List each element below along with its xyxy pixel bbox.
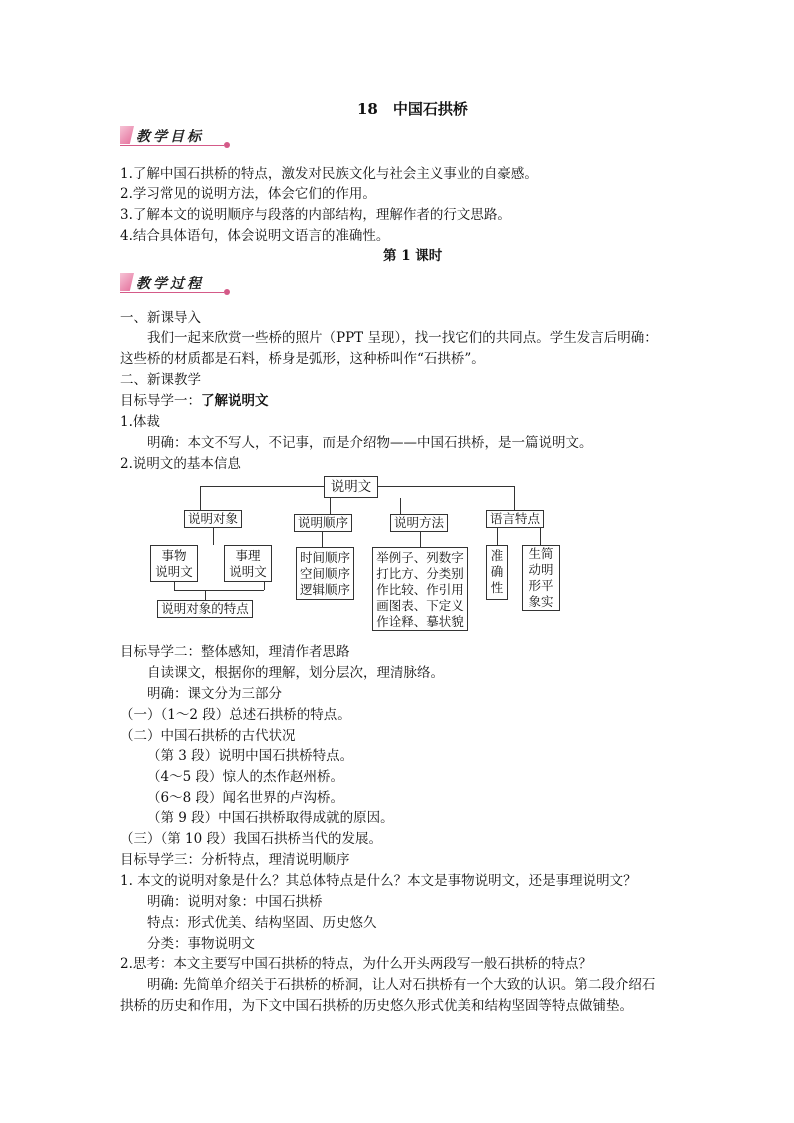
diagram-node-order: 说明顺序 <box>294 514 352 532</box>
leaf-line: 时间顺序 <box>299 550 350 565</box>
leaf-line: 准 <box>490 548 504 563</box>
leaf-line: 性 <box>490 580 504 595</box>
section-heading: 二、新课教学 <box>120 372 201 388</box>
paragraph: 我们一起来欣赏一些桥的照片（PPT 呈现），找一找它们的共同点。学生发言后明确： <box>147 330 658 346</box>
connector <box>378 486 514 487</box>
paragraph: 自读课文，根据你的理解，划分层次，理清脉络。 <box>147 665 444 681</box>
banner-underline <box>120 145 224 146</box>
leaf-line: 动明 <box>528 562 554 577</box>
goal-item: 2.学习常见的说明方法，体会它们的作用。 <box>120 186 376 202</box>
leaf-line: 空间顺序 <box>299 566 350 581</box>
guide-heading <box>120 389 269 409</box>
diagram-leaf-order-items <box>296 547 354 600</box>
diagram-node-object: 说明对象 <box>184 510 242 528</box>
banner-dot-icon <box>224 289 230 295</box>
outline-item: （三）（第 10 段）我国石拱桥当代的发展。 <box>120 831 383 847</box>
outline-item: （一）（1～2 段）总述石拱桥的特点。 <box>120 707 351 723</box>
banner-label: 教学过程 <box>136 276 204 292</box>
section-banner-process <box>120 273 236 295</box>
banner-tag-icon <box>120 126 134 144</box>
leaf-line: 说明文 <box>155 564 193 579</box>
lesson-title: 第 1 课时 <box>383 248 443 264</box>
answer-line: 分类：事物说明文 <box>147 936 255 952</box>
diagram-leaf-vivid <box>522 545 560 611</box>
answer-line: 明确：说明对象：中国石拱桥 <box>147 894 323 910</box>
paragraph: 明确：本文不写人，不记事，而是介绍物——中国石拱桥，是一篇说明文。 <box>147 435 593 451</box>
question: 2.思考：本文主要写中国石拱桥的特点，为什么开头两段写一般石拱桥的特点？ <box>120 956 592 972</box>
leaf-line: 逻辑顺序 <box>299 582 350 597</box>
leaf-line: 打比方、分类别 <box>376 566 464 581</box>
banner-dot-icon <box>224 142 230 148</box>
diagram-root: 说明文 <box>324 476 378 498</box>
diagram-node-method: 说明方法 <box>390 514 448 532</box>
page-title: 18 中国石拱桥 <box>357 100 468 118</box>
diagram-leaf-accurate <box>486 545 508 600</box>
connector <box>174 590 264 591</box>
diagram-leaf-feature: 说明对象的特点 <box>157 600 253 618</box>
section-heading: 一、新课导入 <box>120 310 201 326</box>
banner-tag-icon <box>120 273 134 291</box>
guide-title: 了解说明文 <box>201 393 269 409</box>
banner-label: 教学目标 <box>136 129 204 145</box>
leaf-line: 确 <box>490 564 504 579</box>
outline-subitem: （6～8 段）闻名世界的卢沟桥。 <box>147 790 344 806</box>
leaf-line: 生简 <box>528 546 554 561</box>
list-item: 2.说明文的基本信息 <box>120 456 241 472</box>
guide-heading: 目标导学三：分析特点，理清说明顺序 <box>120 852 350 868</box>
goal-item: 3.了解本文的说明顺序与段落的内部结构，理解作者的行文思路。 <box>120 207 511 223</box>
goal-item: 1.了解中国石拱桥的特点，激发对民族文化与社会主义事业的自豪感。 <box>120 166 538 182</box>
connector <box>514 486 515 510</box>
answer-line: 明确: 先简单介绍关于石拱桥的桥洞，让人对石拱桥有一个大致的认识。第二段介绍石 <box>147 977 656 993</box>
leaf-line: 作诠释、摹状貌 <box>376 614 464 629</box>
connector <box>200 486 201 510</box>
paragraph: 明确：课文分为三部分 <box>147 686 282 702</box>
answer-line: 特点：形式优美、结构坚固、历史悠久 <box>147 915 377 931</box>
diagram-leaf-reason <box>224 545 272 582</box>
connector <box>205 590 206 600</box>
connector <box>497 528 498 545</box>
leaf-line: 事物 <box>161 548 187 563</box>
question: 1. 本文的说明对象是什么？其总体特点是什么？本文是事物说明文，还是事理说明文？ <box>120 873 637 889</box>
connector <box>540 528 541 545</box>
connector <box>200 486 324 487</box>
leaf-line: 形平 <box>528 578 554 593</box>
goal-item: 4.结合具体语句，体会说明文语言的准确性。 <box>120 228 390 244</box>
leaf-line: 事理 <box>235 548 261 563</box>
connector <box>420 532 421 547</box>
connector <box>322 532 323 547</box>
connector <box>400 498 401 514</box>
outline-subitem: （第 9 段）中国石拱桥取得成就的原因。 <box>147 810 394 826</box>
outline-item: （二）中国石拱桥的古代状况 <box>120 728 296 744</box>
connector <box>330 498 331 514</box>
outline-subitem: （第 3 段）说明中国石拱桥特点。 <box>147 748 354 764</box>
diagram-leaf-thing <box>150 545 198 582</box>
paragraph: 这些桥的材质都是石料，桥身是弧形，这种桥叫作“石拱桥”。 <box>120 351 485 367</box>
connector <box>174 582 175 590</box>
leaf-line: 画图表、下定义 <box>376 598 464 613</box>
section-banner-goals <box>120 126 236 148</box>
connector <box>213 528 214 545</box>
diagram-leaf-method-items <box>372 547 468 631</box>
connector <box>264 582 265 590</box>
guide-prefix: 目标导学一： <box>120 393 201 409</box>
list-item: 1.体裁 <box>120 414 160 430</box>
diagram-node-language: 语言特点 <box>486 510 544 528</box>
banner-underline <box>120 292 224 293</box>
outline-subitem: （4～5 段）惊人的杰作赵州桥。 <box>147 769 344 785</box>
leaf-line: 说明文 <box>229 564 267 579</box>
leaf-line: 象实 <box>528 594 554 609</box>
leaf-line: 作比较、作引用 <box>376 582 464 597</box>
guide-heading: 目标导学二：整体感知，理清作者思路 <box>120 644 350 660</box>
leaf-line: 举例子、列数字 <box>376 550 464 565</box>
answer-line: 拱桥的历史和作用，为下文中国石拱桥的历史悠久形式优美和结构坚固等特点做铺垫。 <box>120 998 633 1014</box>
